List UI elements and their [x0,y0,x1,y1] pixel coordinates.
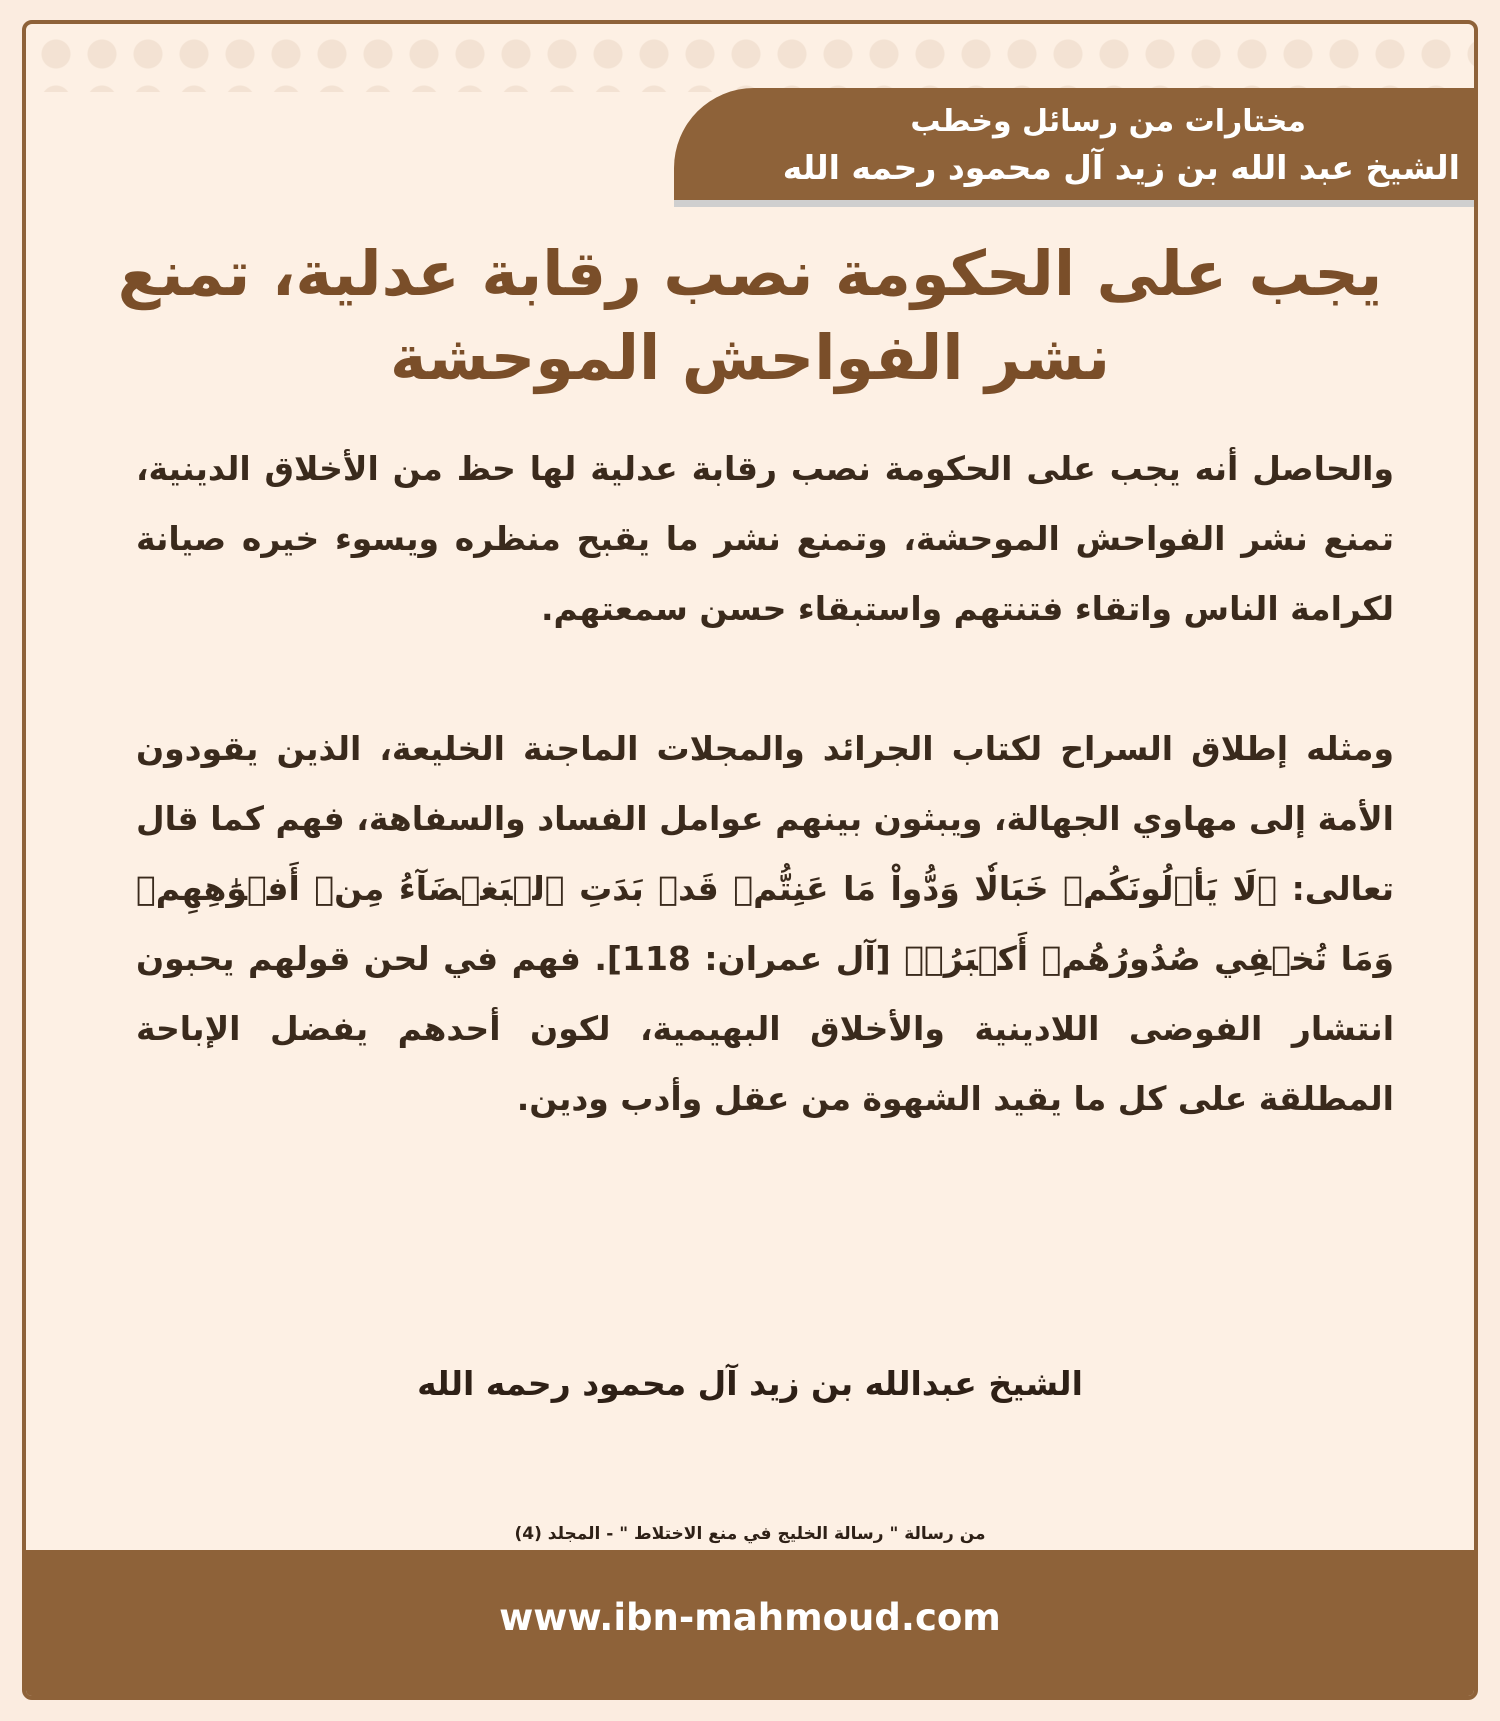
article-card [22,20,1478,1700]
article-body [136,434,1394,1204]
header-series-title: مختارات من رسائل وخطب [910,104,1306,139]
header-author-name: الشيخ عبد الله بن زيد آل محمود رحمه الله [782,148,1460,187]
article-title: يجب على الحكومة نصب رقابة عدلية، تمنع نشر الفواحش الموحشة [117,237,1383,394]
author-signature: الشيخ عبدالله بن زيد آل محمود رحمه الله [417,1364,1083,1403]
source-citation: من رسالة " رسالة الخليج في منع الاختلاط " - المجلد (4) [514,1524,986,1544]
paragraph-1: والحاصل أنه يجب على الحكومة نصب رقابة عدلية لها حظ من الأخلاق الدينية، تمنع نشر الفواحش الموحشة، وتمنع نشر ما يقبح منظره ويسوء خيره صيانة لكرامة الناس واتقاء فتنتهم واستبقاء حسن سمعتهم. [136,449,1394,628]
decorative-pattern [26,24,1474,92]
footer-banner [26,1550,1474,1696]
header-banner [674,88,1474,200]
website-link[interactable]: www.ibn-mahmoud.com [499,1596,1001,1639]
paragraph-2: ومثله إطلاق السراح لكتاب الجرائد والمجلات الماجنة الخليعة، الذين يقودون الأمة إلى مهاوي الجهالة، ويبثون بينهم عوامل الفساد والسفاهة، فهم كما قال تعالى: ﴿لَا يَأۡلُونَكُمۡ خَبَالٗا وَدُّواْ مَا عَنِتُّمۡ قَدۡ بَدَتِ ٱلۡبَغۡضَآءُ مِنۡ أَفۡوَٰهِهِمۡ وَمَا تُخۡفِي صُدُورُهُمۡ أَكۡبَرُۚ﴾ [آل عمران: 118]. فهم في لحن قولهم يحبون انتشار الفوضى اللادينية والأخلاق البهيمية، لكون أحدهم يفضل الإباحة المطلقة على كل ما يقيد الشهوة من عقل وأدب ودين. [136,729,1394,1118]
